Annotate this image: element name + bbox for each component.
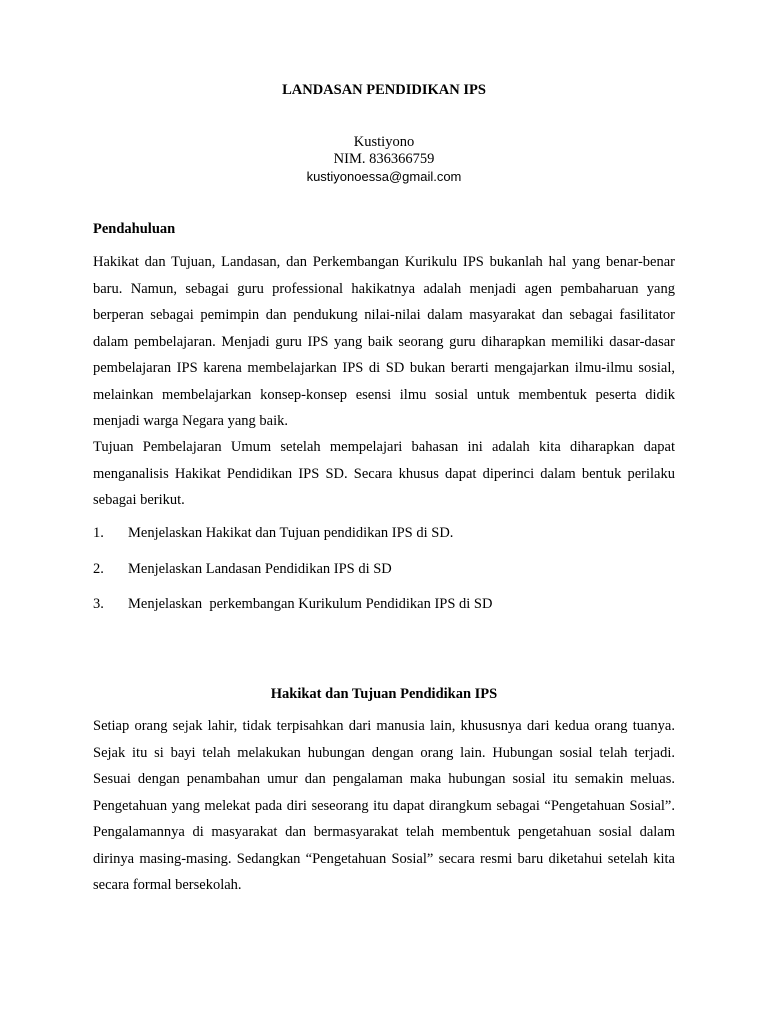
list-item-text: Menjelaskan Landasan Pendidikan IPS di SD <box>128 560 392 577</box>
paragraph-intro-2: Tujuan Pembelajaran Umum setelah mempelajari bahasan ini adalah kita diharapkan dapat menganalisis Hakikat Pendidikan IPS SD. Secara khusus dapat diperinci dalam bentuk perilaku sebagai berikut. <box>93 439 675 508</box>
list-item-number: 1. <box>93 525 104 541</box>
list-item-number: 3. <box>93 596 104 612</box>
section-heading-pendahuluan: Pendahuluan <box>93 221 176 237</box>
list-item <box>93 591 675 627</box>
list-item-text: Menjelaskan Hakikat dan Tujuan pendidikan IPS di SD. <box>128 525 454 541</box>
author-email: kustiyonoessa@gmail.com <box>306 169 462 184</box>
list-item-number: 2. <box>93 560 104 577</box>
list-item-text: Menjelaskan perkembangan Kurikulum Pendidikan IPS di SD <box>128 596 493 612</box>
author-name: Kustiyono <box>353 134 415 150</box>
paragraph-intro-1: Hakikat dan Tujuan, Landasan, dan Perkembangan Kurikulu IPS bukanlah hal yang benar-benar baru. Namun, sebagai guru professional hakikatnya adalah menjadi agen pembaharuan yang berperan sebagai pemimpin dan pendukung nilai-nilai dalam masyarakat dan sebagai fasilitator dalam pembelajaran. Menjadi guru IPS yang baik seorang guru diharapkan memiliki dasar-dasar pembelajaran IPS karena membelajarkan IPS di SD bukan berarti mengajarkan ilmu-ilmu sosial, melainkan membelajarkan konsep-konsep esensi ilmu sosial untuk membentuk peserta didik menjadi warga Negara yang baik. <box>93 254 675 429</box>
objectives-list <box>93 520 675 627</box>
section-heading-hakikat: Hakikat dan Tujuan Pendidikan IPS <box>270 686 498 702</box>
list-item <box>93 556 675 592</box>
list-item <box>93 520 675 556</box>
author-block <box>93 134 675 185</box>
author-nim: NIM. 836366759 <box>333 151 435 167</box>
document-page <box>93 0 675 1024</box>
paragraph-hakikat-1: Setiap orang sejak lahir, tidak terpisahkan dari manusia lain, khususnya dari kedua orang tuanya. Sejak itu si bayi telah melakukan hubungan dengan orang lain. Hubungan sosial telah terjadi. Sesuai dengan penambahan umur dan pengalaman maka hubungan sosial itu semakin meluas. Pengetahuan yang melekat pada diri seseorang itu dapat dirangkum sebagai “Pengetahuan Sosial”. Pengalamannya di masyarakat dan bermasyarakat telah membentuk pengetahuan sosial dalam dirinya masing-masing. Sedangkan “Pengetahuan Sosial” secara resmi baru diketahui setelah kita secara formal bersekolah. <box>93 718 675 893</box>
document-title: LANDASAN PENDIDIKAN IPS <box>282 82 486 98</box>
